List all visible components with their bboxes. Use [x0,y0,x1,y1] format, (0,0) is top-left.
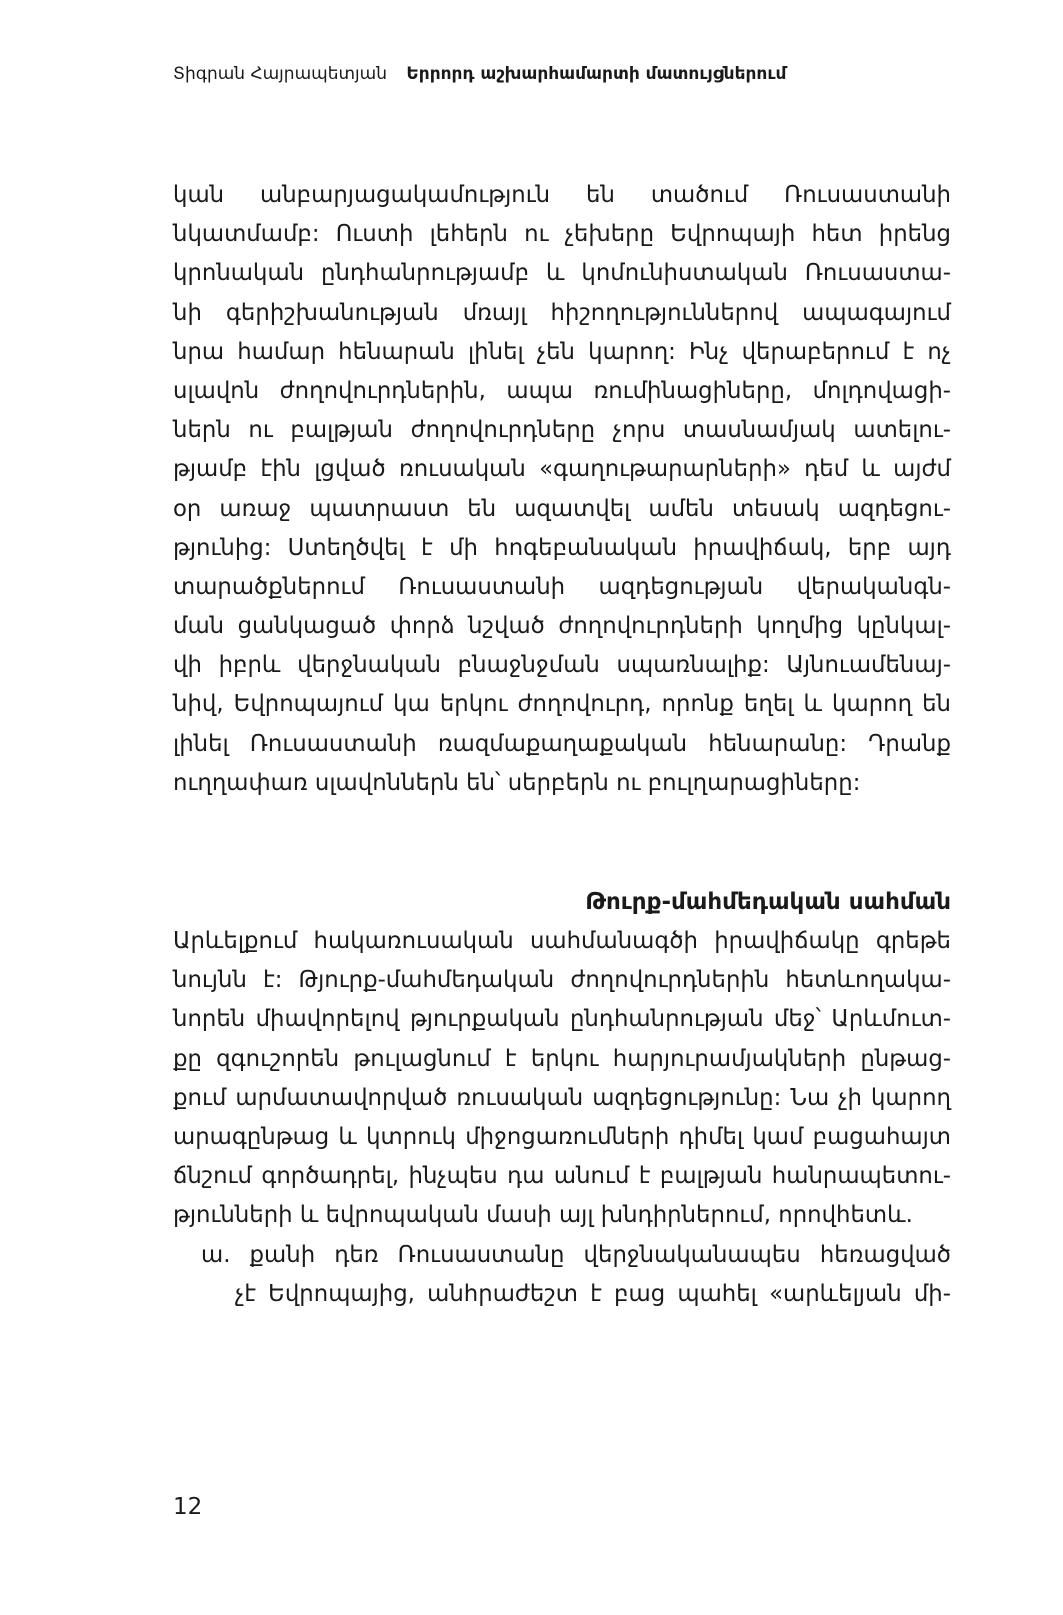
text-line: թյունից: Ստեղծվել է մի հոգեբանական իրավիճակ, երբ այդ [173,534,951,561]
paragraph-1 [173,176,951,803]
list-item-line: չէ Եվրոպայից, անհրաժեշտ է բաց պահել «արևելյան մի- [235,1280,951,1307]
text-line: քը զգուշորեն թուլացնում է երկու հարյուրամյակների ընթաց- [173,1045,951,1072]
text-line: նիվ, Եվրոպայում կա երկու ժողովուրդ, որոնք եղել և կարող են [173,691,951,718]
text-line: ներն ու բալթյան ժողովուրդները չորս տասնամյակ ատելու- [173,417,951,444]
page-number: 12 [173,1494,203,1520]
text-line: նկատմամբ: Ուստի լեհերն ու չեխերը Եվրոպայի հետ իրենց [173,221,951,248]
text-line: թյունների և եվրոպական մասի այլ խնդիրներում, որովհետև. [173,1202,913,1229]
text-line: թյամբ էին լցված ռուսական «գաղութարարների» դեմ և այժմ [173,456,951,483]
running-header [173,64,786,84]
text-line: վի իբրև վերջնական բնաջնջման սպառնալիք: Այնուամենայ- [173,652,951,679]
text-line: արագընթաց և կտրուկ միջոցառումների դիմել կամ բացահայտ [173,1123,951,1150]
text-line: կրոնական ընդհանրությամբ և կոմունիստական Ռուսաստա- [173,260,951,287]
text-line: լինել Ռուսաստանի ռազմաքաղաքական հենարանը: Դրանք [173,730,951,757]
header-author: Տիգրան Հայրապետյան [173,64,387,84]
text-line: օր առաջ պատրաստ են ազատվել ամեն տեսակ ազդեցու- [173,495,951,522]
text-line: ման ցանկացած փորձ նշված ժողովուրդների կողմից կընկալ- [173,613,951,640]
text-line: նի գերիշխանության մռայլ հիշողություններով ապագայում [173,299,951,326]
text-line: սլավոն ժողովուրդներին, ապա ռումինացիները, մոլդովացի- [173,377,951,404]
header-book-title: Երրորդ աշխարհամարտի մատույցներում [406,64,787,84]
text-line: նրա համար հենարան լինել չեն կարող: Ինչ վերաբերում է ոչ [173,338,951,365]
text-line: նույնն է: Թյուրք-մահմեդական ժողովուրդներին հետևողակա- [173,967,951,994]
text-line: ճնշում գործադրել, ինչպես դա անում է բալթյան հանրապետու- [173,1163,951,1190]
section-heading: Թուրք-մահմեդական սահման [585,889,951,915]
paragraph-2 [173,922,951,1314]
text-line: ուղղափառ սլավոններն են՝ սերբերն ու բուլղարացիները: [173,769,861,796]
text-line: կան անբարյացակամություն են տածում Ռուսաստանի [173,182,951,208]
list-item-line: ա. քանի դեռ Ռուսաստանը վերջնականապես հեռացված [201,1241,951,1268]
text-line: քում արմատավորված ռուսական ազդեցությունը: Նա չի կարող [173,1084,951,1111]
text-line: նորեն միավորելով թյուրքական ընդհանրության մեջ՝ Արևմուտ- [173,1006,951,1033]
text-line: Արևելքում հակառուսական սահմանագծի իրավիճակը գրեթե [173,928,951,954]
text-line: տարածքներում Ռուսաստանի ազդեցության վերականգն- [173,573,951,600]
